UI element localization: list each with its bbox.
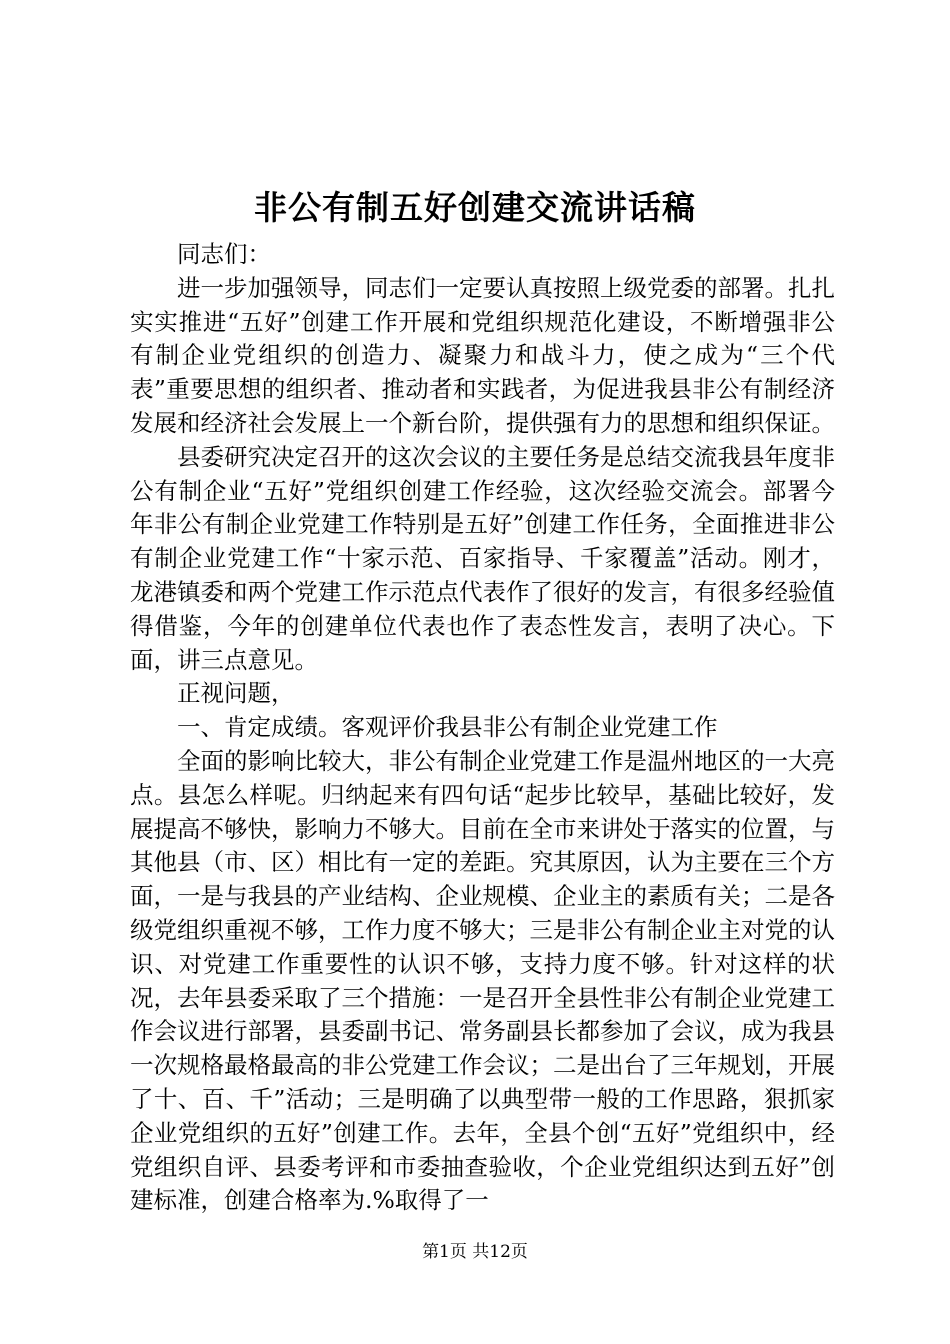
section-heading: 一、肯定成绩。客观评价我县非公有制企业党建工作 [177,713,718,742]
body-paragraph: 县委研究决定召开的这次会议的主要任务是总结交流我县年度非公有制企业“五好”党组织创建工作经验，这次经验交流会。部署今年非公有制企业党建工作特别是五好”创建工作任务，全面推进非公有制企业党建工作“十家示范、百家指导、千家覆盖”活动。刚才，龙港镇委和两个党建工作示范点代表作了很好的发言，有很多经验值得借鉴，今年的创建单位代表也作了表态性发言，表明了决心。下面，讲三点意见。 [130,442,835,674]
page-footer: 第1页 共12页 [422,1242,528,1262]
body-paragraph: 全面的影响比较大，非公有制企业党建工作是温州地区的一大亮点。县怎么样呢。归纳起来有四句话“起步比较早，基础比较好，发展提高不够快，影响力不够大。目前在全市来讲处于落实的位置，与其他县（市、区）相比有一定的差距。究其原因，认为主要在三个方面，一是与我县的产业结构、企业规模、企业主的素质有关；二是各级党组织重视不够，工作力度不够大；三是非公有制企业主对党的认识、对党建工作重要性的认识不够，支持力度不够。针对这样的状况，去年县委采取了三个措施：一是召开全县性非公有制企业党建工作会议进行部署，县委副书记、常务副县长都参加了会议，成为我县一次规格最格最高的非公党建工作会议；二是出台了三年规划，开展了十、百、千”活动；三是明确了以典型带一般的工作思路，狠抓家企业党组织的五好”创建工作。去年，全县个创“五好”党组织中，经党组织自评、县委考评和市委抽查验收，个企业党组织达到五好”创建标准，创建合格率为.%取得了一 [130,746,835,1215]
body-paragraph: 进一步加强领导，同志们一定要认真按照上级党委的部署。扎扎实实推进“五好”创建工作开展和党组织规范化建设，不断增强非公有制企业党组织的创造力、凝聚力和战斗力，使之成为“三个代表”重要思想的组织者、推动者和实践者，为促进我县非公有制经济发展和经济社会发展上一个新台阶，提供强有力的思想和组织保证。 [130,273,835,437]
document-body [130,238,835,1218]
body-paragraph: 正视问题， [177,679,295,708]
salutation-paragraph: 同志们： [177,240,271,268]
document-title: 非公有制五好创建交流讲话稿 [254,188,696,227]
